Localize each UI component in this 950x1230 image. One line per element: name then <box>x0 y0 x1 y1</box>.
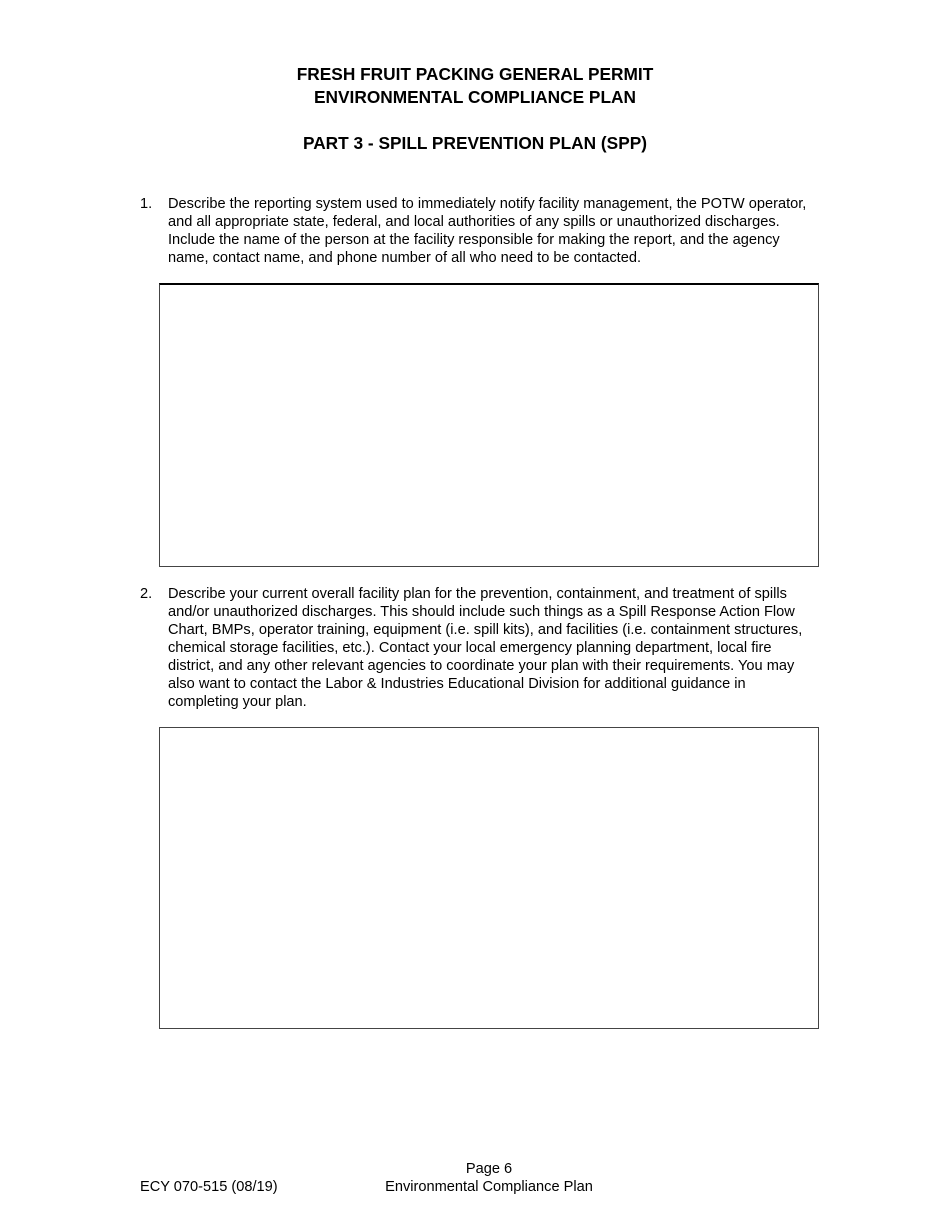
question-2 <box>140 585 820 711</box>
question-number: 1. <box>140 196 153 212</box>
footer-title: Environmental Compliance Plan <box>385 1179 593 1195</box>
form-id: ECY 070-515 (08/19) <box>140 1179 278 1195</box>
question-text: Describe the reporting system used to immediately notify facility management, the POTW operator, and all appropriate state, federal, and local authorities of any spills or unauthorized discharges. Include the name of the person at the facility responsible for making the report, and the agency name, contact name, and phone number of all who need to be contacted. <box>168 196 807 266</box>
answer-field-2[interactable] <box>159 727 819 1029</box>
question-1 <box>140 195 820 267</box>
document-subtitle: ENVIRONMENTAL COMPLIANCE PLAN <box>314 87 636 107</box>
question-number: 2. <box>140 586 153 602</box>
answer-field-1[interactable] <box>159 283 819 567</box>
part-title: PART 3 - SPILL PREVENTION PLAN (SPP) <box>302 133 648 153</box>
page-number: Page 6 <box>465 1161 513 1177</box>
document-title: FRESH FRUIT PACKING GENERAL PERMIT <box>296 64 654 84</box>
question-text: Describe your current overall facility plan for the prevention, containment, and treatment of spills and/or unauthorized discharges. This should include such things as a Spill Response Action Flow Chart, BMPs, operator training, equipment (i.e. spill kits), and facilities (i.e. containment structures, chemical storage facilities, etc.). Contact your local emergency planning department, local fire district, and any other relevant agencies to coordinate your plan with their requirements. You may also want to contact the Labor & Industries Educational Division for additional guidance in completing your plan. <box>168 586 803 710</box>
